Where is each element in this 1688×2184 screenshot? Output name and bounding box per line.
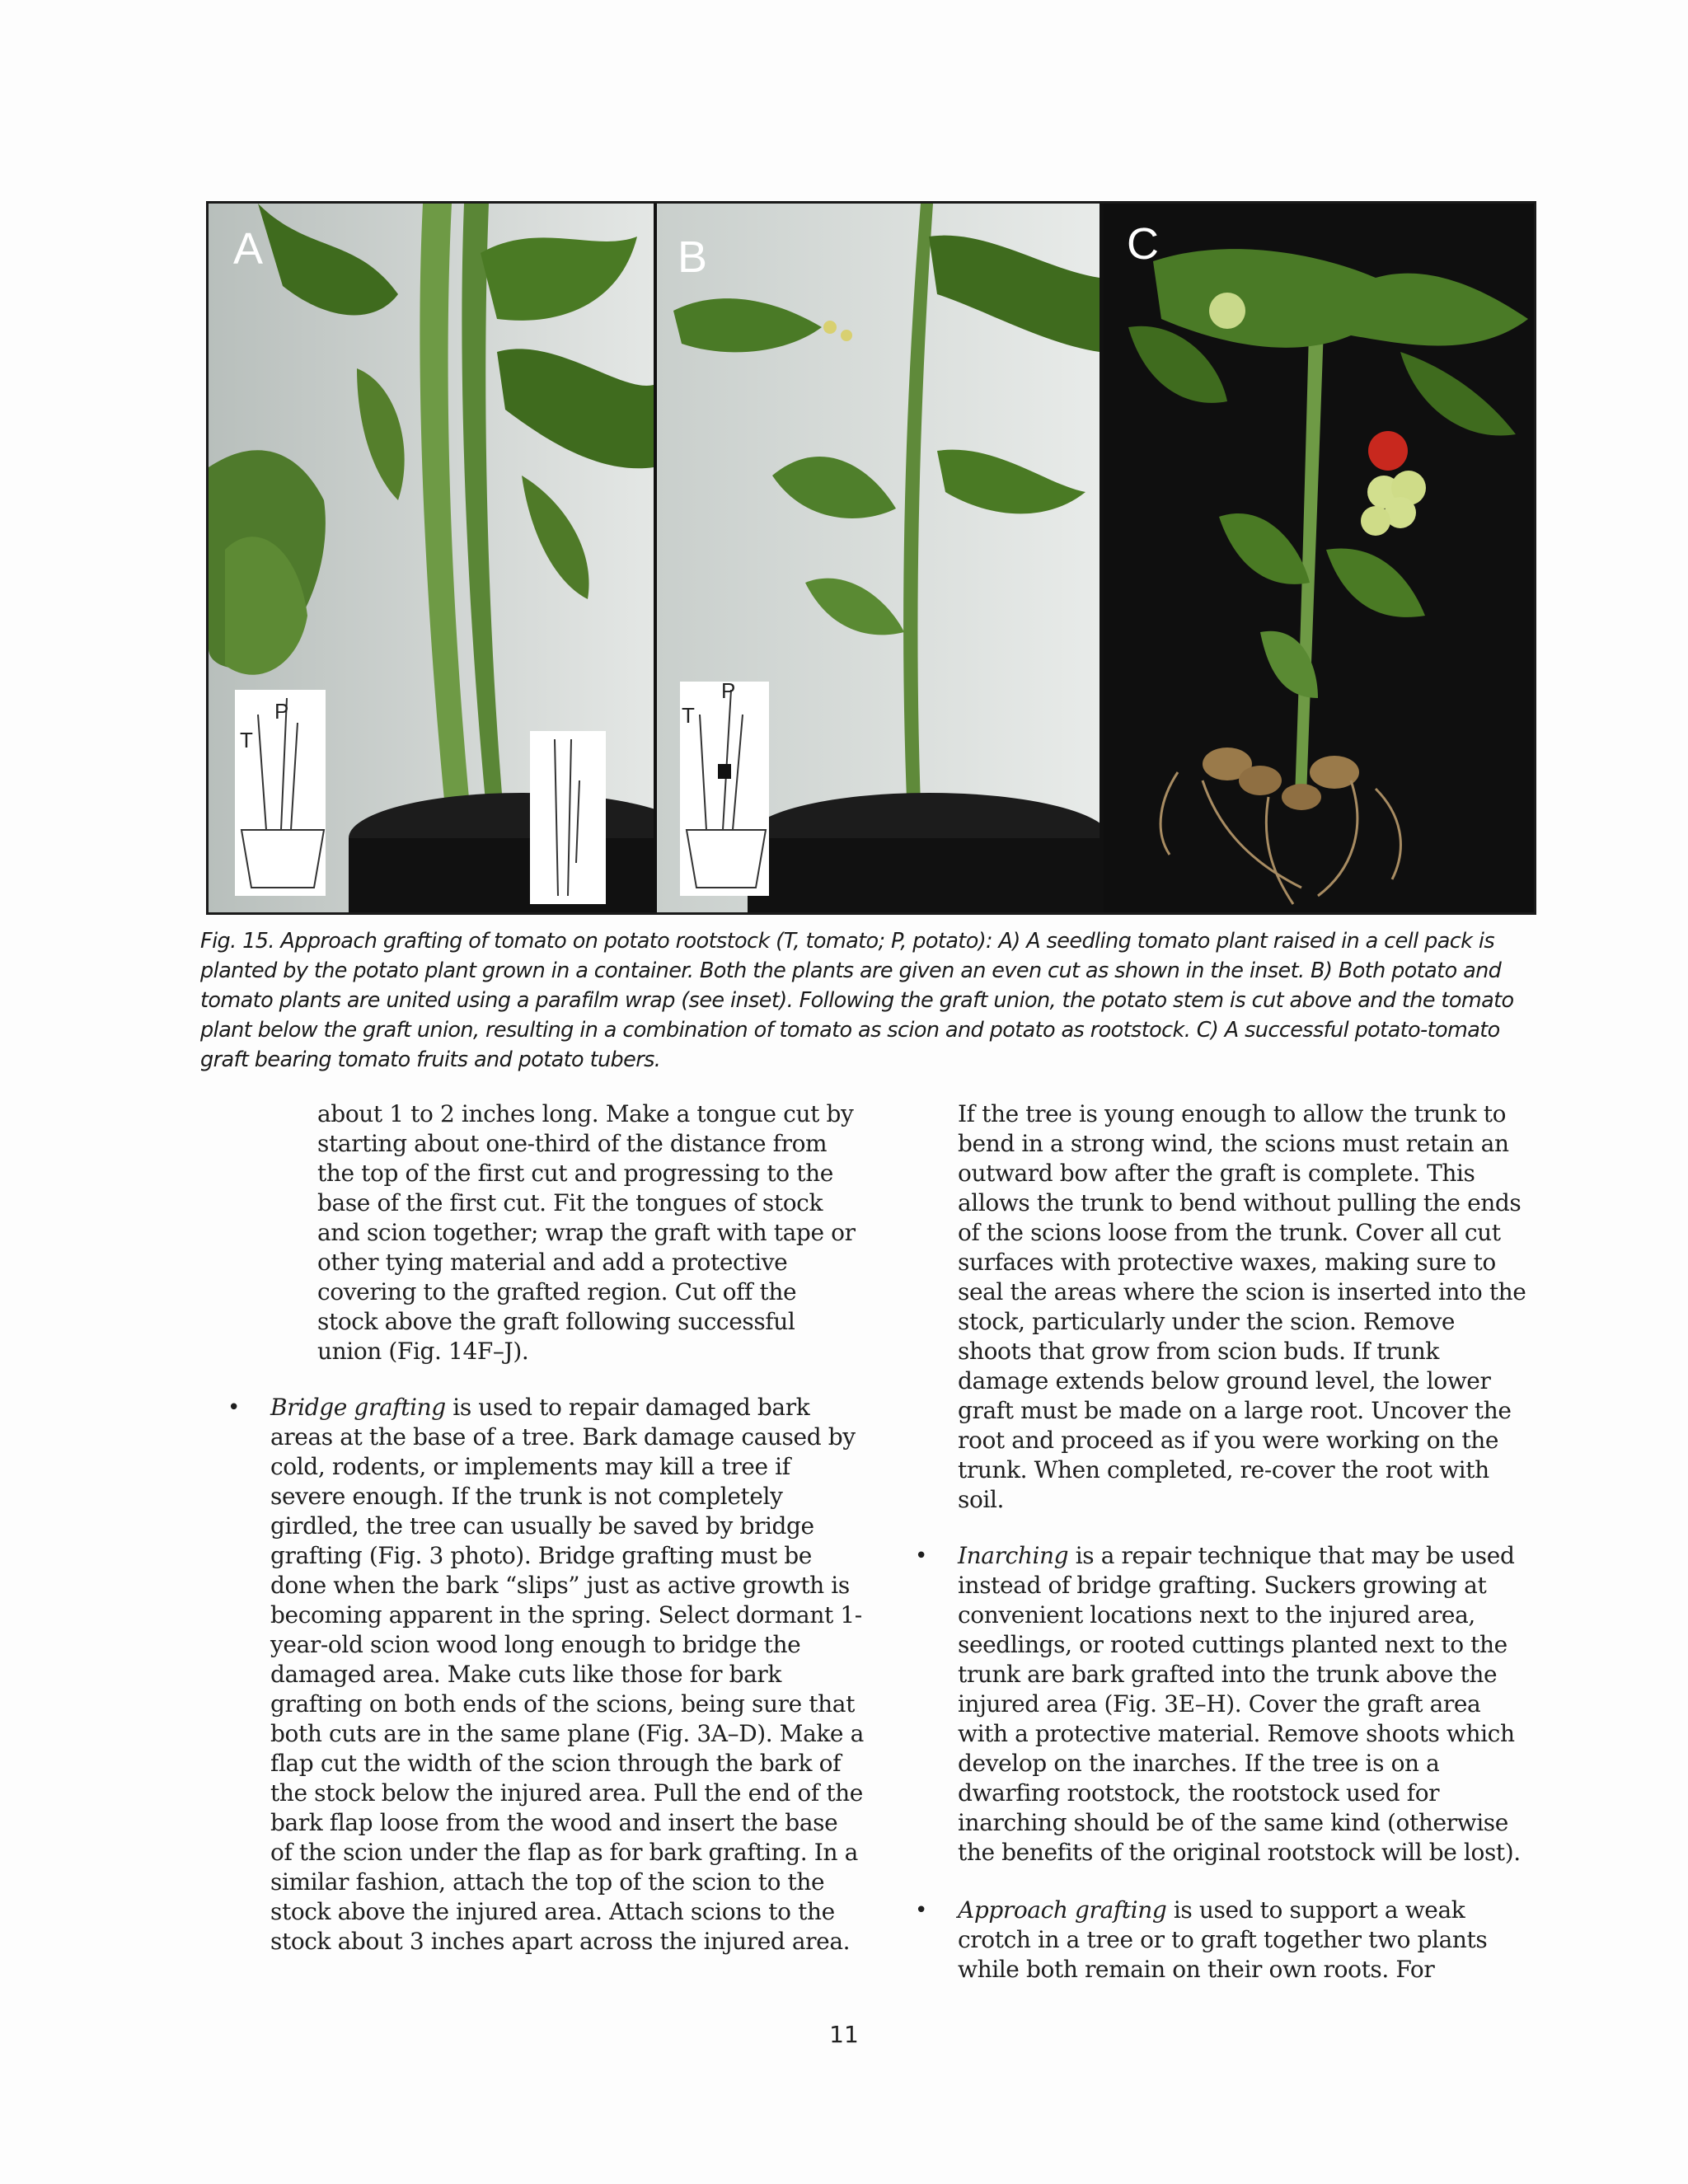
term-inarching: Inarching: [958, 1542, 1069, 1569]
bridge-grafting-text: is used to repair damaged bark areas at the base of a tree. Bark damage caused by cold, rodents, or implements may kill a tree if severe enough. If the trunk is not completely girdled, the tree can usually be saved by bridge grafting (Fig. 3 photo). Bridge grafting must be done when the bark “slips” just as active growth is becoming apparent in the spring. Select dormant 1-year-old scion wood long enough to bridge the damaged area. Make cuts like those for bark grafting on both ends of the scions, being sure that both cuts are in the same plane (Fig. 3A–D). Make a flap cut the width of the scion through the bark of the stock below the injured area. Pull the end of the bark flap loose from the wood and insert the base of the scion under the flap as for bark grafting. In a similar fashion, attach the top of the scion to the stock above the injured area. Attach scions to the stock about 3 inches apart across the injured area.: [270, 1394, 864, 1955]
left-column-continuation: [317, 1099, 861, 1366]
figure-panel-b: [657, 204, 1100, 912]
figure-15: [206, 201, 1536, 915]
figure-panel-a: [209, 204, 654, 912]
inset-b-label-t: T: [682, 703, 695, 728]
bullet-icon: •: [227, 1395, 240, 1420]
paragraph: about 1 to 2 inches long. Make a tongue cut by starting about one-third of the distance from the top of the first cut and progressing to the base of the first cut. Fit the tongues of stock and scion together; wrap the graft with tape or other tying material and add a protective covering to the grafted region. Cut off the stock above the graft following successful union (Fig. 14F–J).: [317, 1100, 856, 1365]
list-item-bridge-grafting: [227, 1393, 864, 1957]
term-approach-grafting: Approach grafting: [958, 1896, 1167, 1924]
term-bridge-grafting: Bridge grafting: [270, 1394, 446, 1421]
panel-a-label: A: [233, 224, 264, 274]
bullet-icon: •: [915, 1544, 927, 1568]
approach-grafting-text: is used to support a weak crotch in a tree or to graft together two plants while both remain on their own roots. For: [958, 1896, 1488, 1983]
inset-b-label-p: P: [721, 678, 736, 703]
list-item-inarching: [915, 1541, 1535, 1868]
inarching-text: is a repair technique that may be used instead of bridge grafting. Suckers growing at convenient locations next to the injured area, seedlings, or rooted cuttings planted next to the trunk are bark grafted into the trunk above the injured area (Fig. 3E–H). Cover the graft area with a protective material. Remove shoots which develop on the inarches. If the tree is on a dwarfing rootstock, the rootstock used for inarching should be of the same kind (otherwise the benefits of the original rootstock will be lost).: [958, 1542, 1521, 1866]
panel-b-label: B: [678, 232, 708, 282]
panel-c-photo: [1104, 204, 1534, 912]
panel-a-photo: [209, 204, 654, 912]
inset-a-label-p: P: [274, 699, 289, 724]
page-number: 11: [829, 2021, 859, 2048]
right-column-continuation: [958, 1099, 1535, 1515]
panel-b-photo: [657, 204, 1100, 912]
list-item-approach-grafting: [915, 1896, 1535, 1985]
panel-c-label: C: [1127, 219, 1159, 269]
paragraph: If the tree is young enough to allow the trunk to bend in a strong wind, the scions must retain an outward bow after the graft is complete. This allows the trunk to bend without pulling the ends of the scions loose from the trunk. Cover all cut surfaces with protective waxes, making sure to seal the areas where the scion is inserted into the stock, particularly under the scion. Remove shoots that grow from scion buds. If trunk damage extends below ground level, the lower graft must be made on a large root. Uncover the root and proceed as if you were working on the trunk. When completed, re-cover the root with soil.: [958, 1100, 1526, 1513]
inset-a-label-t: T: [240, 728, 253, 752]
figure-caption: Fig. 15. Approach grafting of tomato on potato rootstock (T, tomato; P, potato): A) A seedling tomato plant raised in a cell pack is planted by the potato plant grown in a container. Both the plants are given an even cut as shown in the inset. B) Both potato and tomato plants are united using a parafilm wrap (see inset). Following the graft union, the potato stem is cut above and the tomato plant below the graft union, resulting in a combination of tomato as scion and potato as rootstock. C) A successful potato-tomato graft bearing tomato fruits and potato tubers.: [200, 929, 1514, 1072]
figure-panel-c: [1104, 204, 1534, 912]
bullet-icon: •: [915, 1898, 927, 1923]
